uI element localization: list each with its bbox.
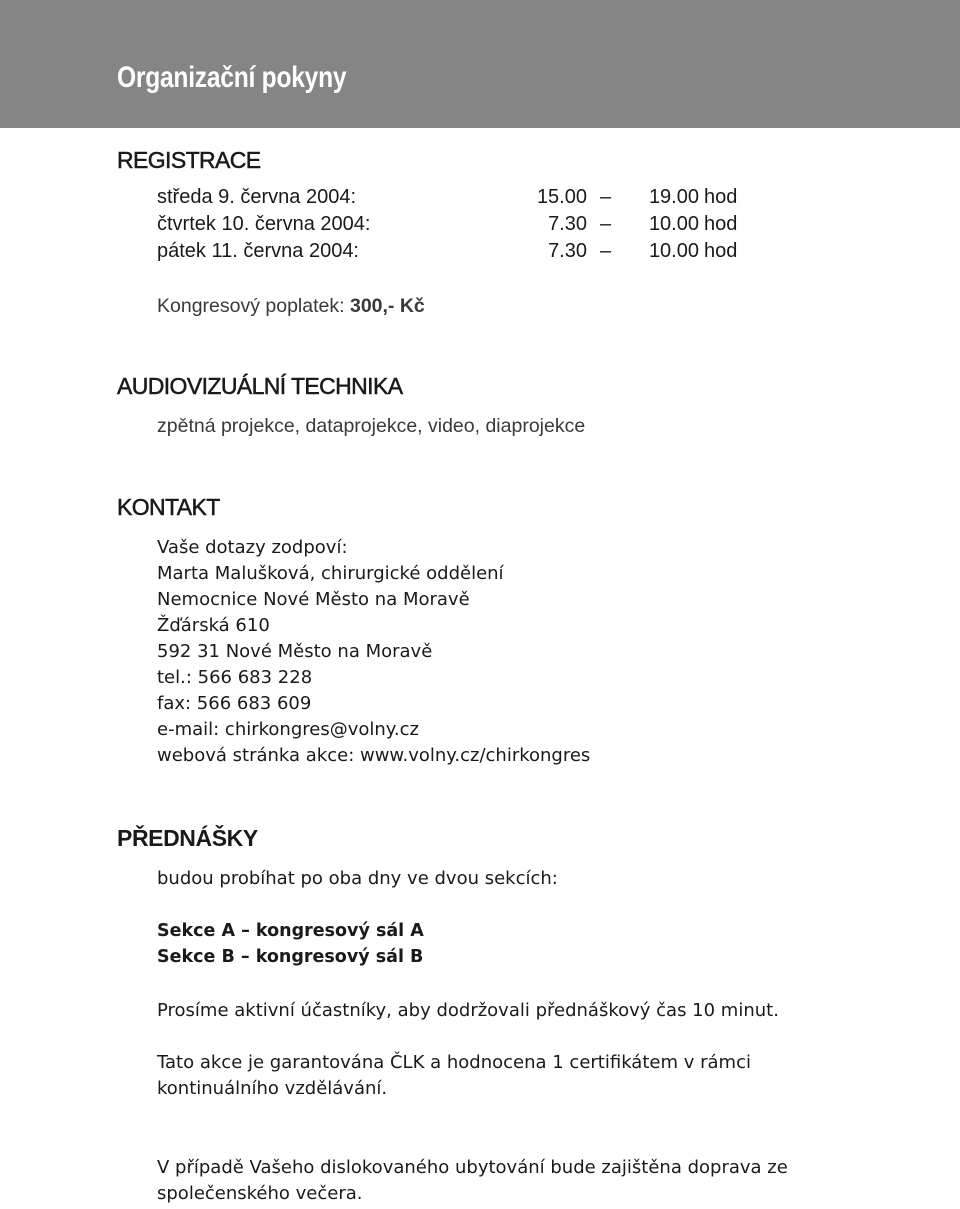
kontakt-line: Nemocnice Nové Město na Moravě xyxy=(157,589,470,610)
registration-to: 10.00 xyxy=(648,213,699,235)
section-b-line: Sekce B – kongresový sál B xyxy=(157,947,424,967)
registration-dash: – xyxy=(600,186,612,208)
kontakt-line: Vaše dotazy zodpoví: xyxy=(157,537,348,558)
section-a-line: Sekce A – kongresový sál A xyxy=(157,921,424,941)
registration-day: čtvrtek 10. června 2004: xyxy=(157,213,371,235)
registration-unit: hod xyxy=(704,240,738,262)
notice-line: Prosíme aktivní účastníky, aby dodržovali přednáškový čas 10 minut. xyxy=(157,1000,779,1021)
guarantee-line: Tato akce je garantována ČLK a hodnocena 1 certifikátem v rámci xyxy=(157,1052,751,1073)
kontakt-line: e-mail: chirkongres@volny.cz xyxy=(157,719,419,740)
kontakt-line: webová stránka akce: www.volny.cz/chirkongres xyxy=(157,745,591,766)
technika-heading: AUDIOVIZUÁLNÍ TECHNIKA xyxy=(117,373,403,399)
registration-from: 15.00 xyxy=(536,186,587,208)
prednasky-heading: PŘEDNÁŠKY xyxy=(117,825,258,851)
fee-value: 300,- Kč xyxy=(349,295,425,317)
fee-line xyxy=(157,293,425,319)
fee-label: Kongresový poplatek: xyxy=(157,295,345,317)
registrace-section xyxy=(117,146,261,174)
kontakt-line: tel.: 566 683 228 xyxy=(157,667,313,688)
kontakt-line: Marta Malušková, chirurgické oddělení xyxy=(157,563,504,584)
registrace-heading: REGISTRACE xyxy=(117,147,261,173)
registration-to: 19.00 xyxy=(648,186,699,208)
registration-to: 10.00 xyxy=(648,240,699,262)
registration-day: středa 9. června 2004: xyxy=(157,186,357,208)
transport-line: V případě Vašeho dislokovaného ubytování bude zajištěna doprava ze xyxy=(157,1157,788,1178)
registration-day: pátek 11. června 2004: xyxy=(157,240,359,262)
registration-unit: hod xyxy=(704,213,738,235)
registration-dash: – xyxy=(600,240,612,262)
page-title: Organizační pokyny xyxy=(117,61,347,94)
technika-section xyxy=(117,372,402,400)
technika-text: zpětná projekce, dataprojekce, video, diaprojekce xyxy=(157,415,586,437)
kontakt-line: fax: 566 683 609 xyxy=(157,693,312,714)
registration-from: 7.30 xyxy=(548,240,587,262)
guarantee-line: kontinuálního vzdělávání. xyxy=(157,1078,388,1099)
kontakt-heading: KONTAKT xyxy=(117,494,220,520)
title-banner xyxy=(0,0,960,128)
kontakt-line: 592 31 Nové Město na Moravě xyxy=(157,641,433,662)
prednasky-section xyxy=(117,824,258,852)
registration-unit: hod xyxy=(704,186,738,208)
transport-line: společenského večera. xyxy=(157,1183,363,1204)
kontakt-section xyxy=(117,493,220,521)
kontakt-line: Žďárská 610 xyxy=(157,615,270,636)
registration-from: 7.30 xyxy=(548,213,587,235)
registration-dash: – xyxy=(600,213,612,235)
prednasky-intro: budou probíhat po oba dny ve dvou sekcích: xyxy=(157,868,558,889)
